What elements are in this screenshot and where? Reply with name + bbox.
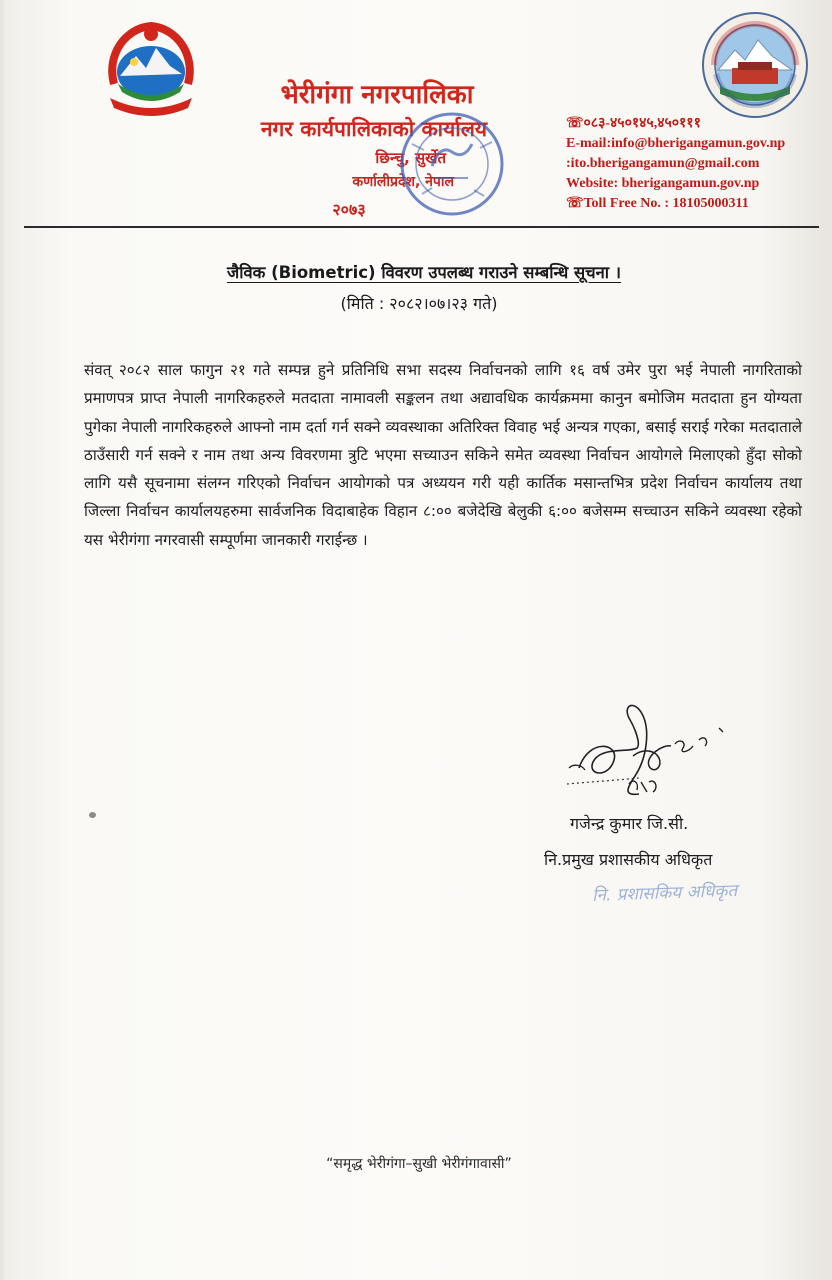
phone-number: ☏०८३-४५०१४५,४५०१११ bbox=[566, 116, 701, 131]
website-link[interactable]: Website: bherigangamun.gov.np bbox=[566, 176, 760, 191]
signatory-title: नि.प्रमुख प्रशासकीय अधिकृत bbox=[544, 850, 713, 869]
notice-subject-text: जैविक (Biometric) विवरण उपलब्ध गराउने सम्बन्धि सूचना । bbox=[226, 263, 622, 282]
address-line-2: कर्णालीप्रदेश, नेपाल bbox=[352, 174, 454, 190]
notice-date: (मिति : २०८२।०७।२३ गते) bbox=[340, 294, 498, 313]
notice-page bbox=[4, 0, 826, 1280]
notice-body: संवत् २०८२ साल फागुन २१ गते सम्पन्न हुने प्रतिनिधि सभा सदस्य निर्वाचनको लागि १६ वर्ष उमेर पुरा भई नेपाली नागरिताको प्रमाणपत्र प्राप्त नेपाली नागरिकहरुले मतदाता नामावली सङ्कलन तथा अद्यावधिक कार्यक्रममा कानुन बमोजिम मतदाता हुन योग्यता पुगेका नेपाली नागरिकहरुले आफ्नो नाम दर्ता गर्न सक्ने व्यवस्थाका अतिरिक्त विवाह भई अन्यत्र गएका, बसाई सराई गरेका मतदाताले ठाउँसारी गर्न सक्ने र नाम तथा अन्य विवरणमा त्रुटि भएमा सच्याउन सकिने समेत व्यवस्था निर्वाचन आयोगले मिलाएको हुँदा सोको लागि यसै सूचनामा संलग्न गरिएको निर्वाचन आयोगको पत्र अध्ययन गरी यही कार्तिक मसान्तभित्र प्रदेश निर्वाचन कार्यालय तथा जिल्ला निर्वाचन कार्यालयहरुमा सार्वजनिक विदाबाहेक विहान ८:०० बजेदेखि बेलुकी ६:०० बजेसम्म सच्चाउन सकिने व्यवस्था रहेको यस भेरीगंगा नगरवासी सम्पूर्णमा जानकारी गराईन्छ । bbox=[84, 361, 802, 549]
office-stamp-icon bbox=[392, 104, 512, 224]
nepal-government-emblem-icon bbox=[96, 14, 206, 124]
address-line-1: छिन्चु, सुर्खेत bbox=[375, 149, 446, 167]
email-link-2[interactable]: :ito.bherigangamun@gmail.com bbox=[566, 156, 760, 171]
municipality-seal-icon bbox=[700, 10, 810, 120]
footer-slogan: “समृद्ध भेरीगंगा–सुखी भेरीगंगावासी” bbox=[326, 1156, 512, 1172]
header-divider bbox=[24, 226, 819, 228]
office-name: नगर कार्यपालिकाको कार्यालय bbox=[260, 117, 488, 141]
notice-subject bbox=[104, 260, 744, 283]
signatory-name: गजेन्द्र कुमार जि.सी. bbox=[570, 814, 689, 833]
contact-block bbox=[566, 114, 816, 214]
paper-mark bbox=[89, 812, 96, 818]
signature-icon bbox=[559, 698, 759, 818]
email-link[interactable]: E-mail:info@bherigangamun.gov.np bbox=[566, 136, 786, 151]
toll-free-number: ☏Toll Free No. : 18105000311 bbox=[566, 196, 749, 211]
signatory-stamp: नि. प्रशासकिय अधिकृत bbox=[591, 880, 738, 906]
established-year: २०७३ bbox=[332, 200, 366, 219]
municipality-name: भेरीगंगा नगरपालिका bbox=[280, 80, 474, 110]
